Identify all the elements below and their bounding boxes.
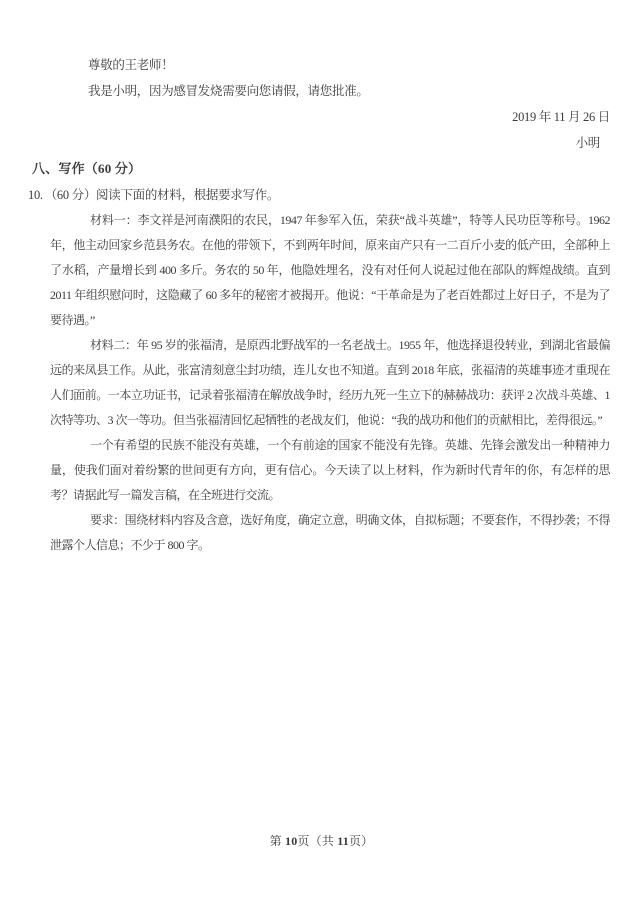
question-number: 10. (28, 188, 43, 202)
leave-request-letter (50, 52, 610, 156)
footer-suffix: 页） (348, 834, 374, 848)
question-materials (50, 208, 610, 558)
letter-salutation: 尊敬的王老师！ (88, 58, 174, 72)
material-two-paragraph: 材料二：年 95 岁的张福清，是原西北野战军的一名老战士。1955 年，他选择退役转业，到湖北省最偏远的来凤县工作。从此，张富清刻意尘封功绩，连儿女也不知道。直到 2018 年底，张福清的英雄事迹才重现在人们面前。一本立功证书，记录着张福清在解放战争时，经历九死一生立下的赫赫战功：获评 2 次战斗英雄、1 次特等功、3 次一等功。但当张福清回忆起牺牲的老战友们，他说：“我的战功和他们的贡献相比，差得很远。” (50, 338, 610, 427)
page-footer (0, 832, 643, 849)
footer-total-pages: 11 (337, 834, 349, 848)
requirements-paragraph: 要求：围绕材料内容及含意，选好角度，确定立意，明确文体，自拟标题；不要套作，不得抄袭；不得泄露个人信息；不少于 800 字。 (50, 513, 610, 552)
footer-page-number: 10 (285, 834, 298, 848)
question-line (28, 182, 610, 208)
material-one-paragraph: 材料一：李文祥是河南濮阳的农民，1947 年参军入伍，荣获“战斗英雄”，特等人民功臣等称号。1962 年，他主动回家乡范县务农。在他的带领下，不到两年时间，原来亩产只有一二百斤小麦的低产田，全部种上了水稻，产量增长到 400 多斤。务农的 50 年，他隐姓埋名，没有对任何人说起过他在部队的辉煌战绩。直到 2011 年组织慰问时，这隐藏了 60 多年的秘密才被揭开。他说：“干革命是为了老百姓都过上好日子，不是为了要待遇。” (50, 213, 610, 327)
letter-signature: 小明 (575, 136, 600, 150)
prompt-paragraph: 一个有希望的民族不能没有英雄，一个有前途的国家不能没有先锋。英雄、先锋会激发出一种精神力量，使我们面对着纷繁的世间更有方向，更有信心。今天读了以上材料，作为新时代青年的你，有怎样的思考？请据此写一篇发言稿，在全班进行交流。 (50, 438, 610, 502)
question-stem: （60 分）阅读下面的材料，根据要求写作。 (44, 188, 280, 202)
section-heading: 八、写作（60 分） (32, 161, 142, 176)
letter-date: 2019 年 11 月 26 日 (512, 110, 610, 124)
footer-middle: 页（共 (297, 834, 338, 848)
footer-prefix: 第 (269, 834, 286, 848)
letter-body: 我是小明，因为感冒发烧需要向您请假，请您批准。 (88, 84, 369, 98)
